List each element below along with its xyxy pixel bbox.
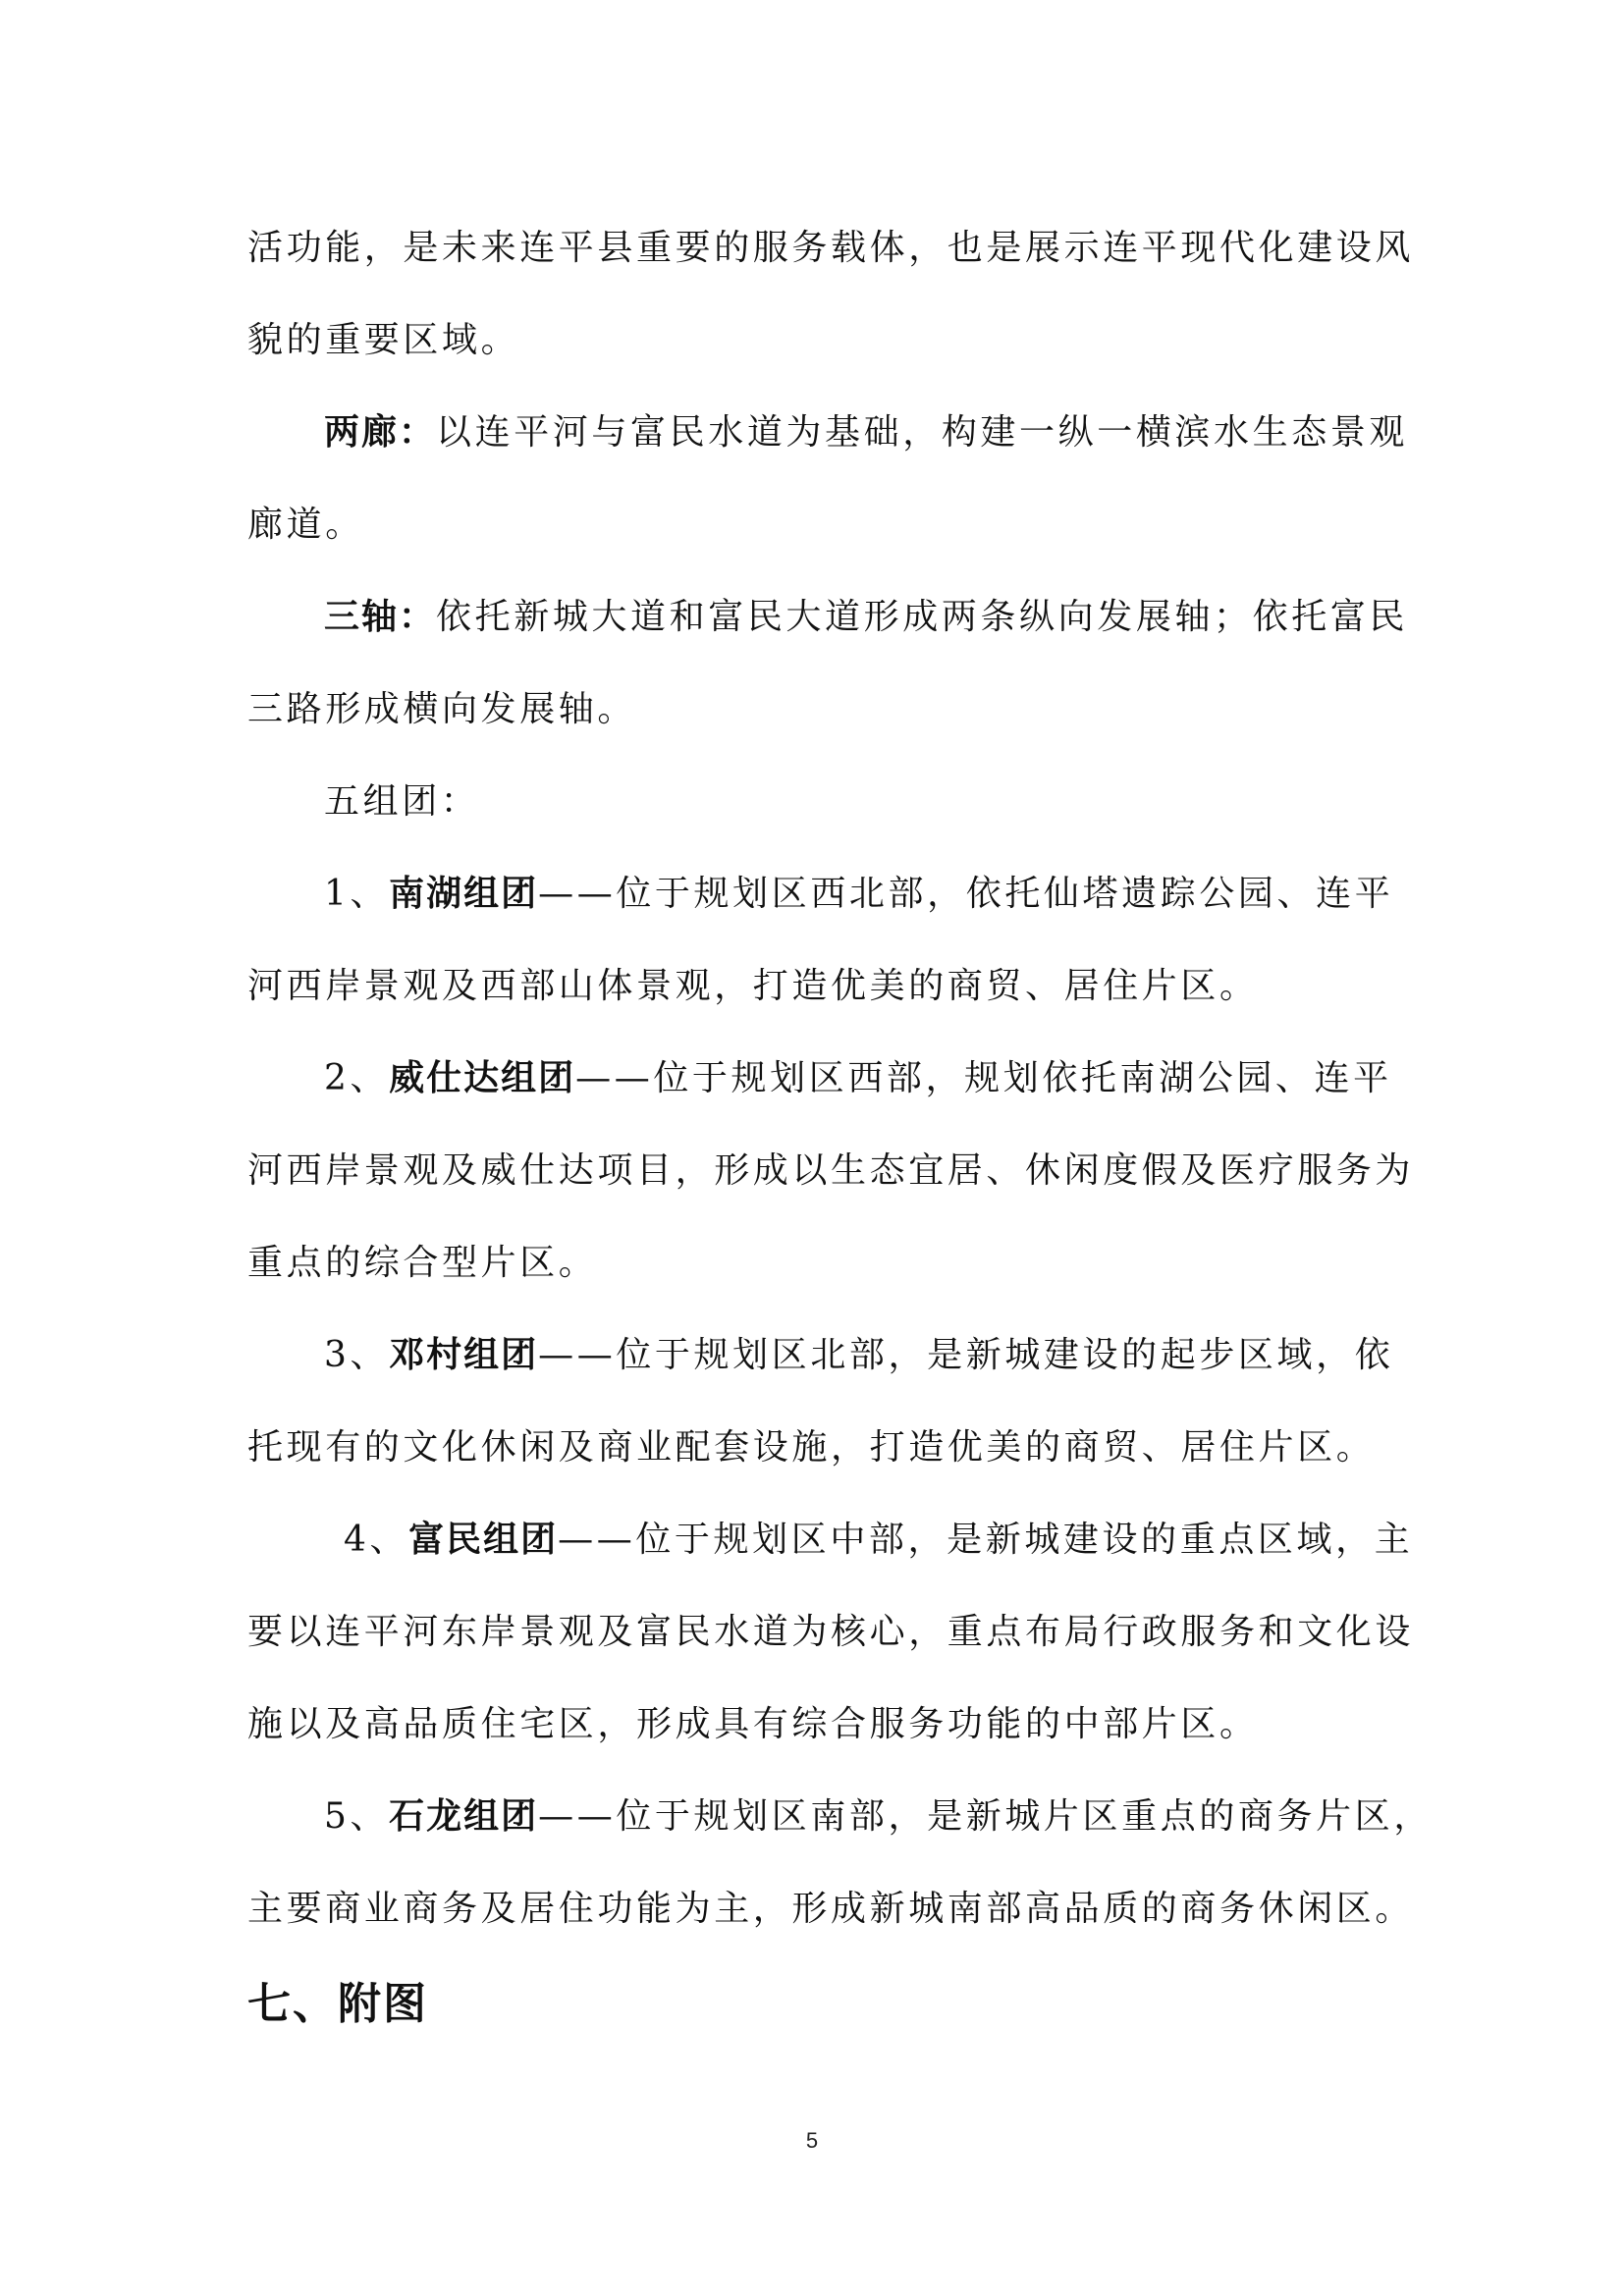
term-text: ——位于规划区北部，是新城建设的起步区域，依 [538,1335,1394,1375]
term-text: 依托新城大道和富民大道形成两条纵向发展轴；依托富民 [436,597,1409,637]
paragraph-line [247,1494,1414,1586]
term-text: 以连平河与富民水道为基础，构建一纵一横滨水生态景观 [436,412,1409,453]
section-heading: 七、附图 [247,1979,428,2029]
page-number: 5 [805,2128,819,2153]
paragraph-line: 三路形成横向发展轴。 [247,689,637,729]
term-label: 威仕达组团 [389,1058,576,1098]
term-label: 南湖组团 [389,874,539,914]
term-text: ——位于规划区西部，规划依托南湖公园、连平 [575,1058,1392,1098]
paragraph-line: 貌的重要区域。 [247,320,520,360]
list-number: 3、 [324,1335,390,1375]
paragraph-line: 托现有的文化休闲及商业配套设施，打造优美的商贸、居住片区。 [247,1427,1376,1468]
list-number: 2、 [324,1058,390,1098]
term-label: 三轴： [324,597,437,637]
paragraph-line: 河西岸景观及威仕达项目，形成以生态宜居、休闲度假及医疗服务为 [247,1150,1415,1191]
paragraph-line: 要以连平河东岸景观及富民水道为核心，重点布局行政服务和文化设 [247,1612,1415,1652]
term-text: ——位于规划区中部，是新城建设的重点区域，主 [558,1520,1414,1560]
term-text: ——位于规划区南部，是新城片区重点的商务片区， [538,1796,1433,1837]
paragraph-line [247,1309,1394,1402]
paragraph-line: 五组团： [324,781,480,822]
paragraph-line [247,1033,1392,1125]
list-number: 4、 [344,1520,409,1560]
paragraph-line: 廊道。 [247,505,364,545]
paragraph-line: 施以及高品质住宅区，形成具有综合服务功能的中部片区。 [247,1704,1259,1744]
term-text: ——位于规划区西北部，依托仙塔遗踪公园、连平 [538,874,1394,914]
term-label: 石龙组团 [389,1796,539,1837]
paragraph-line [247,848,1394,940]
paragraph-line: 主要商业商务及居住功能为主，形成新城南部高品质的商务休闲区。 [247,1889,1415,1929]
paragraph-line [247,571,1409,664]
paragraph-line: 活功能，是未来连平县重要的服务载体，也是展示连平现代化建设风 [247,228,1415,268]
paragraph-line [247,1771,1433,1863]
term-label: 两廊： [324,412,437,453]
paragraph-line: 河西岸景观及西部山体景观，打造优美的商贸、居住片区。 [247,966,1259,1006]
list-number: 5、 [324,1796,390,1837]
paragraph-line: 重点的综合型片区。 [247,1243,598,1283]
list-number: 1、 [324,874,390,914]
document-body [247,202,1433,2054]
term-label: 富民组团 [408,1520,559,1560]
paragraph-line [247,387,1409,479]
term-label: 邓村组团 [389,1335,539,1375]
